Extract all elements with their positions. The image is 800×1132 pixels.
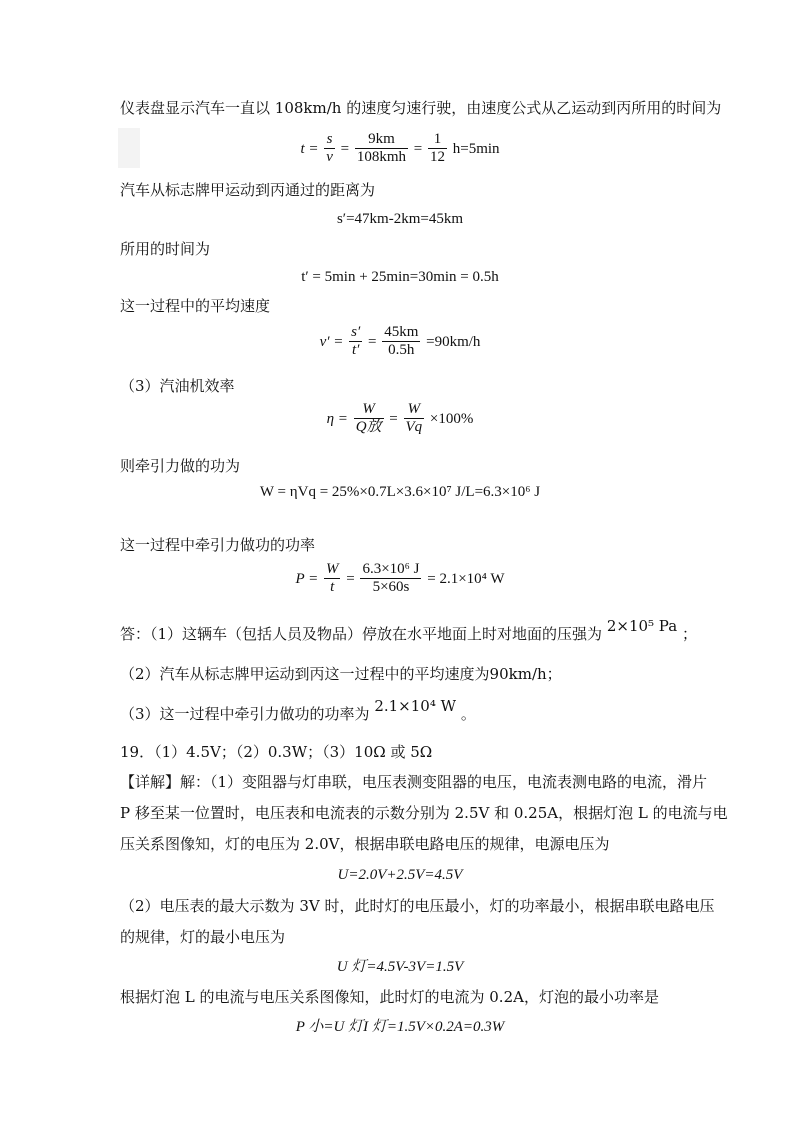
question-19-answer: 19．（1）4.5V；（2）0.3W；（3）10Ω 或 5Ω bbox=[120, 743, 433, 761]
text-line: 【详解】解：（1）变阻器与灯串联，电压表测变阻器的电压，电流表测电路的电流，滑片 bbox=[120, 773, 708, 791]
equation-power: P = $\frac{W}{t}$ = $\frac{\text{6.3×10⁶ J}}{5\times 60s}$ = 2.1×10⁴ W bbox=[295, 561, 505, 595]
fraction: $\frac{s}{v}$ bbox=[326, 131, 333, 165]
fraction: $\frac{W}{\text{Q放}}$ bbox=[355, 401, 382, 435]
text-line: 所用的时间为 bbox=[120, 240, 211, 258]
text-line: （3）汽油机效率 bbox=[120, 377, 235, 395]
fraction: $\frac{45km}{0.5h}$ bbox=[384, 324, 419, 358]
equation-distance: s′=47km-2km=45km bbox=[336, 211, 464, 227]
equation-min-power: P 小=U 灯I 灯=1.5V×0.2A=0.3W bbox=[295, 1019, 505, 1035]
fraction: $\frac{W}{Vq}$ bbox=[405, 401, 423, 435]
answer-line-1: 答：（1）这辆车（包括人员及物品）停放在水平地面上时对地面的压强为 2×10⁵ Pa ； bbox=[120, 617, 697, 643]
text-line: P 移至某一位置时，电压表和电流表的示数分别为 2.5V 和 0.25A，根据灯泡 L 的电流与电 bbox=[120, 804, 728, 822]
equation-efficiency: η = $\frac{W}{\text{Q放}}$ = $\frac{W}{Vq}$ ×100% bbox=[326, 401, 474, 435]
fraction: $\frac{9km}{\text{108kmh}}$ bbox=[356, 131, 407, 165]
text-line: 这一过程中的平均速度 bbox=[120, 297, 271, 315]
text-line: 根据灯泡 L 的电流与电压关系图像知，此时灯的电流为 0.2A，灯泡的最小功率是 bbox=[120, 988, 659, 1006]
answer-line-2: （2）汽车从标志牌甲运动到丙这一过程中的平均速度为90km/h； bbox=[120, 665, 562, 683]
fraction: $\frac{\text{6.3×10⁶ J}}{5\times 60s}$ bbox=[362, 561, 420, 595]
text-line: 这一过程中牵引力做功的功率 bbox=[120, 536, 316, 554]
text-line: 仪表盘显示汽车一直以 108km/h 的速度匀速行驶，由速度公式从乙运动到丙所用的时间为 bbox=[120, 99, 722, 117]
fraction: $\frac{1}{12}$ bbox=[430, 131, 446, 165]
equation-lamp-voltage: U 灯=4.5V-3V=1.5V bbox=[336, 959, 464, 975]
equation-work: W = ηVq = 25%×0.7L×3.6×10⁷ J/L=6.3×10⁶ J bbox=[259, 484, 541, 500]
text-line: 的规律，灯的最小电压为 bbox=[120, 928, 286, 946]
equation-source-voltage: U=2.0V+2.5V=4.5V bbox=[337, 867, 463, 883]
equation-total-time: t′ = 5min + 25min=30min = 0.5h bbox=[301, 269, 499, 285]
text-line: 则牵引力做的功为 bbox=[120, 457, 241, 475]
answer-line-3: （3）这一过程中牵引力做功的功率为 2.1×10⁴ W 。 bbox=[120, 697, 476, 723]
equation-time: t = $\frac{s}{v}$ = $\frac{9km}{\text{108kmh}}$ = $\frac{1}{12}$ h=5min bbox=[300, 131, 500, 165]
fraction: $\frac{s'}{t'}$ bbox=[351, 324, 361, 358]
text-line: 汽车从标志牌甲运动到丙通过的距离为 bbox=[120, 181, 376, 199]
fraction: $\frac{W}{t}$ bbox=[325, 561, 339, 595]
text-line: （2）电压表的最大示数为 3V 时，此时灯的电压最小，灯的功率最小，根据串联电路电压 bbox=[120, 897, 715, 915]
equation-average-speed: v′ = $\frac{s'}{t'}$ = $\frac{45km}{0.5h}$ =90km/h bbox=[319, 324, 481, 358]
text-line: 压关系图像知，灯的电压为 2.0V，根据串联电路电压的规律，电源电压为 bbox=[120, 835, 610, 853]
